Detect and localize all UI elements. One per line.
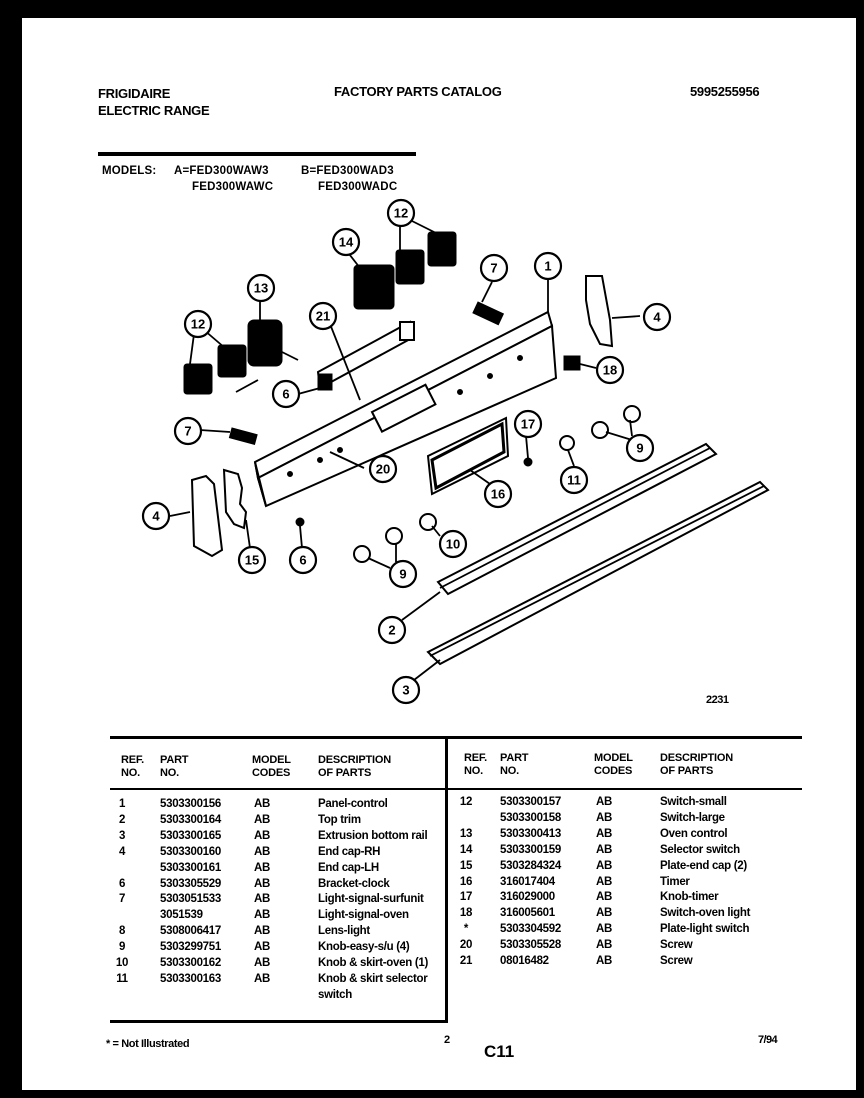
callout-18 — [597, 357, 623, 383]
svg-text:12: 12 — [393, 205, 409, 221]
svg-text:7: 7 — [490, 260, 498, 276]
model-code-cell: AB — [596, 859, 613, 872]
description-cell: Top trim — [318, 813, 361, 826]
model-code-cell: AB — [254, 957, 271, 969]
model-code-cell: AB — [596, 955, 613, 967]
callout-10 — [440, 531, 466, 557]
table-column-divider — [445, 738, 448, 1020]
ref-cell: 20 — [459, 939, 473, 952]
callout-17 — [515, 411, 541, 437]
model-code-cell: AB — [254, 845, 271, 858]
part-number-cell: 5308006417 — [160, 925, 221, 938]
description-cell: Selector switch — [660, 843, 740, 856]
part-number-cell: 5303299751 — [160, 941, 221, 954]
description-cell: Switch-oven light — [660, 907, 751, 920]
model-b-secondary: FED300WADC — [318, 181, 398, 193]
part-number-cell: 5303300159 — [500, 843, 561, 856]
part-number-cell: 5303300165 — [160, 829, 221, 842]
part-number-cell: 5303300160 — [160, 845, 221, 858]
description-cell: Extrusion bottom rail — [318, 829, 428, 842]
svg-text:3: 3 — [402, 682, 410, 698]
callout-7-top — [481, 255, 507, 281]
ref-cell: 2 — [118, 813, 126, 826]
model-code-cell: AB — [254, 861, 271, 874]
ref-cell: 6 — [118, 877, 126, 890]
model-code-cell: AB — [254, 925, 271, 938]
model-code-cell: AB — [596, 796, 613, 808]
model-b-primary: B=FED300WAD3 — [301, 165, 394, 177]
svg-text:18: 18 — [602, 362, 618, 378]
model-code-cell: AB — [254, 798, 271, 810]
exploded-parts-diagram — [22, 18, 856, 738]
model-code-cell: AB — [596, 843, 613, 856]
callout-12-left — [185, 311, 211, 337]
callout-9-left — [390, 561, 416, 587]
page-number: 2 — [444, 1034, 451, 1046]
callout-11 — [561, 467, 587, 493]
svg-text:17: 17 — [520, 416, 536, 432]
model-code-cell: AB — [596, 827, 613, 840]
callout-16 — [485, 481, 511, 507]
svg-text:11: 11 — [567, 472, 581, 488]
part-number-cell: 5303300158 — [500, 811, 561, 824]
ref-cell: 18 — [459, 907, 473, 920]
callout-21 — [310, 303, 336, 329]
svg-text:7: 7 — [184, 423, 192, 439]
description-cell: Oven control — [660, 827, 728, 840]
model-code-cell: AB — [254, 893, 271, 906]
svg-text:16: 16 — [490, 486, 506, 502]
description-cell: Switch-small — [660, 796, 727, 808]
callout-6-top — [273, 381, 299, 407]
part-number-cell: 316029000 — [500, 891, 555, 904]
header-ref-no: REF. NO. — [121, 754, 145, 779]
description-cell: Bracket-clock — [318, 877, 390, 890]
description-cell: Lens-light — [318, 925, 370, 938]
table-top-rule — [110, 736, 802, 739]
svg-text:4: 4 — [152, 508, 160, 524]
callout-6-bottom — [290, 547, 316, 573]
part-number-cell: 316017404 — [500, 875, 555, 888]
part-number-cell: 5303305528 — [500, 939, 561, 952]
model-a-secondary: FED300WAWC — [192, 181, 274, 193]
ref-cell: 12 — [459, 796, 473, 808]
catalog-page — [22, 18, 856, 1090]
svg-text:4: 4 — [653, 309, 661, 325]
ref-cell: 16 — [459, 875, 473, 888]
svg-text:10: 10 — [445, 536, 461, 552]
description-cell: switch — [318, 988, 352, 1001]
header-model-codes-right: MODEL CODES — [594, 752, 633, 777]
callout-1 — [535, 253, 561, 279]
model-code-cell: AB — [596, 811, 613, 824]
svg-text:15: 15 — [244, 552, 260, 568]
header-part-no-right: PART NO. — [500, 752, 529, 777]
part-number-cell: 5303300156 — [160, 798, 221, 810]
ref-cell: 1 — [118, 798, 126, 810]
ref-cell: 11 — [116, 972, 128, 985]
description-cell: End cap-RH — [318, 845, 381, 858]
catalog-number: 5995255956 — [690, 84, 760, 99]
revision-date: 7/94 — [758, 1034, 778, 1046]
callout-7-left — [175, 418, 201, 444]
part-number-cell: 5303300163 — [160, 972, 221, 985]
callout-15 — [239, 547, 265, 573]
model-code-cell: AB — [254, 909, 271, 922]
part-number-cell: 3051539 — [160, 909, 203, 922]
ref-cell: 10 — [115, 957, 129, 969]
ref-cell: 9 — [118, 941, 126, 954]
table-header-rule — [110, 788, 802, 790]
description-cell: Light-signal-oven — [318, 909, 409, 922]
ref-cell: 15 — [459, 859, 473, 872]
svg-text:21: 21 — [315, 308, 331, 324]
callout-4-left — [143, 503, 169, 529]
description-cell: Screw — [660, 955, 693, 967]
svg-text:20: 20 — [375, 461, 391, 477]
model-code-cell: AB — [254, 829, 271, 842]
callout-12-top — [388, 200, 414, 226]
description-cell: Panel-control — [318, 798, 388, 810]
ref-cell: 3 — [118, 829, 126, 842]
model-code-cell: AB — [254, 972, 271, 985]
brand-name: FRIGIDAIRE — [98, 86, 171, 101]
callout-3 — [393, 677, 419, 703]
description-cell: Light-signal-surfunit — [318, 893, 424, 906]
model-code-cell: AB — [596, 907, 613, 920]
model-code-cell: AB — [596, 939, 613, 952]
callout-20 — [370, 456, 396, 482]
model-code-cell: AB — [254, 813, 271, 826]
model-code-cell: AB — [596, 875, 613, 888]
description-cell: Plate-light switch — [660, 923, 750, 936]
callout-13 — [248, 275, 274, 301]
ref-cell: 13 — [459, 827, 473, 840]
svg-text:14: 14 — [338, 234, 354, 250]
ref-cell: 21 — [459, 955, 473, 967]
svg-text:13: 13 — [253, 280, 269, 296]
part-number-cell: 5303300413 — [500, 827, 561, 840]
header-ref-no-right: REF. NO. — [464, 752, 488, 777]
model-code-cell: AB — [254, 941, 271, 954]
model-code-cell: AB — [596, 891, 613, 904]
ref-cell: * — [463, 923, 469, 936]
part-number-cell: 5303284324 — [500, 859, 561, 872]
table-bottom-rule — [110, 1020, 448, 1023]
product-name: ELECTRIC RANGE — [98, 103, 210, 118]
svg-text:6: 6 — [299, 552, 307, 568]
ref-cell: 7 — [118, 893, 126, 906]
part-number-cell: 08016482 — [500, 955, 549, 967]
svg-text:1: 1 — [544, 258, 552, 274]
ref-cell: 17 — [459, 891, 473, 904]
part-number-cell: 5303300162 — [160, 957, 221, 969]
part-number-cell: 316005601 — [500, 907, 555, 920]
svg-text:6: 6 — [282, 386, 290, 402]
part-number-cell: 5303300157 — [500, 796, 561, 808]
description-cell: Knob-easy-s/u (4) — [318, 941, 410, 954]
callout-2 — [379, 617, 405, 643]
part-number-cell: 5303051533 — [160, 893, 221, 906]
description-cell: Knob & skirt selector — [318, 972, 428, 985]
part-number-cell: 5303304592 — [500, 923, 561, 936]
model-a-primary: A=FED300WAW3 — [174, 165, 269, 177]
description-cell: Timer — [660, 875, 690, 888]
footnote: * = Not Illustrated — [106, 1038, 190, 1050]
header-description-right: DESCRIPTION OF PARTS — [660, 752, 733, 777]
ref-cell: 8 — [118, 925, 126, 938]
svg-text:12: 12 — [190, 316, 206, 332]
callout-14 — [333, 229, 359, 255]
part-number-cell: 5303300161 — [160, 861, 221, 874]
ref-cell: 4 — [118, 845, 126, 858]
ref-cell: 14 — [459, 843, 473, 856]
svg-text:9: 9 — [636, 440, 644, 456]
svg-text:2: 2 — [388, 622, 396, 638]
callout-4-right — [644, 304, 670, 330]
catalog-title: FACTORY PARTS CATALOG — [334, 84, 502, 99]
header-description: DESCRIPTION OF PARTS — [318, 754, 391, 779]
header-model-codes: MODEL CODES — [252, 754, 291, 779]
callout-9-right — [627, 435, 653, 461]
model-code-cell: AB — [596, 923, 613, 936]
header-part-no: PART NO. — [160, 754, 189, 779]
model-code-cell: AB — [254, 877, 271, 890]
figure-number: 2231 — [706, 694, 729, 706]
description-cell: End cap-LH — [318, 861, 379, 874]
description-cell: Knob-timer — [660, 891, 719, 904]
svg-text:9: 9 — [399, 566, 407, 582]
description-cell: Knob & skirt-oven (1) — [318, 957, 428, 969]
description-cell: Screw — [660, 939, 693, 952]
description-cell: Switch-large — [660, 811, 725, 824]
section-code: C11 — [484, 1042, 515, 1061]
part-number-cell: 5303305529 — [160, 877, 221, 890]
part-number-cell: 5303300164 — [160, 813, 221, 826]
models-label: MODELS: — [102, 165, 157, 177]
description-cell: Plate-end cap (2) — [660, 859, 747, 872]
